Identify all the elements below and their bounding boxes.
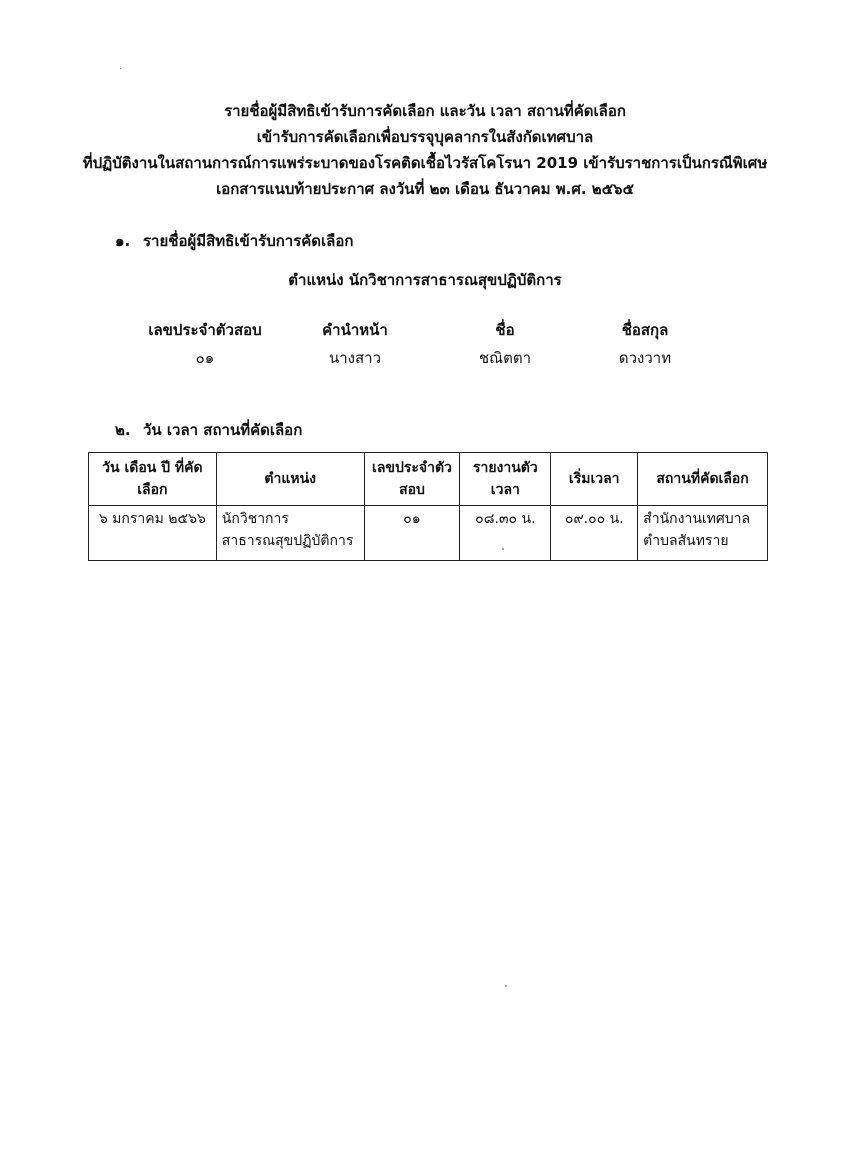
candidate-last-name: ดวงวาท [618, 349, 672, 367]
schedule-table [88, 452, 768, 561]
col-header-position: ตำแหน่ง [216, 453, 364, 506]
section-2-number: ๒. [115, 421, 131, 439]
section-1-number: ๑. [115, 232, 131, 250]
col-header-date: วัน เดือน ปี ที่คัดเลือก [89, 453, 217, 506]
scan-speck [505, 985, 507, 987]
cell-report-time: ๐๘.๓๐ น. [460, 506, 551, 561]
title-line-2: เข้ารับการคัดเลือกเพื่อบรรจุบุคลากรในสังกัดเทศบาล [256, 128, 594, 146]
cell-position: นักวิชาการสาธารณสุขปฏิบัติการ [216, 506, 364, 561]
candidate-first-name: ชณิตตา [478, 349, 531, 367]
title-line-4: เอกสารแนบท้ายประกาศ ลงวันที่ ๒๓ เดือน ธันวาคม พ.ศ. ๒๕๖๕ [216, 180, 634, 198]
document-title [60, 98, 790, 202]
candidate-exam-id: ๐๑ [195, 349, 215, 367]
cell-exam-id: ๐๑ [364, 506, 460, 561]
col-header-last-name: ชื่อสกุล [621, 321, 669, 339]
cell-start-time: ๐๙.๐๐ น. [551, 506, 638, 561]
candidate-prefix: นางสาว [328, 349, 381, 367]
cell-venue: สำนักงานเทศบาลตำบลสันทราย [638, 506, 768, 561]
col-header-report-time: รายงานตัว เวลา [460, 453, 551, 506]
table-row [89, 506, 768, 561]
section-1-title: รายชื่อผู้มีสิทธิเข้ารับการคัดเลือก [143, 232, 354, 250]
col-header-exam-id: เลขประจำตัว สอบ [364, 453, 460, 506]
scan-speck [502, 548, 504, 550]
col-header-prefix: คำนำหน้า [322, 321, 388, 339]
col-header-venue: สถานที่คัดเลือก [638, 453, 768, 506]
section-2-title: วัน เวลา สถานที่คัดเลือก [143, 421, 303, 439]
title-line-1: รายชื่อผู้มีสิทธิเข้ารับการคัดเลือก และวัน เวลา สถานที่คัดเลือก [224, 102, 626, 120]
section-2-heading [115, 418, 302, 442]
col-header-first-name: ชื่อ [495, 321, 515, 339]
title-line-3: ที่ปฏิบัติงานในสถานการณ์การแพร่ระบาดของโรคติดเชื้อไวรัสโคโรนา 2019 เข้ารับราชการเป็นกรณีพิเศษ [82, 154, 768, 172]
schedule-header-row [89, 453, 768, 506]
section-1-heading [115, 229, 353, 253]
position-title: ตำแหน่ง นักวิชาการสาธารณสุขปฏิบัติการ [288, 271, 562, 289]
col-header-start-time: เริ่มเวลา [551, 453, 638, 506]
col-header-exam-id: เลขประจำตัวสอบ [148, 321, 262, 339]
cell-date: ๖ มกราคม ๒๕๖๖ [89, 506, 217, 561]
scan-speck [120, 68, 121, 69]
